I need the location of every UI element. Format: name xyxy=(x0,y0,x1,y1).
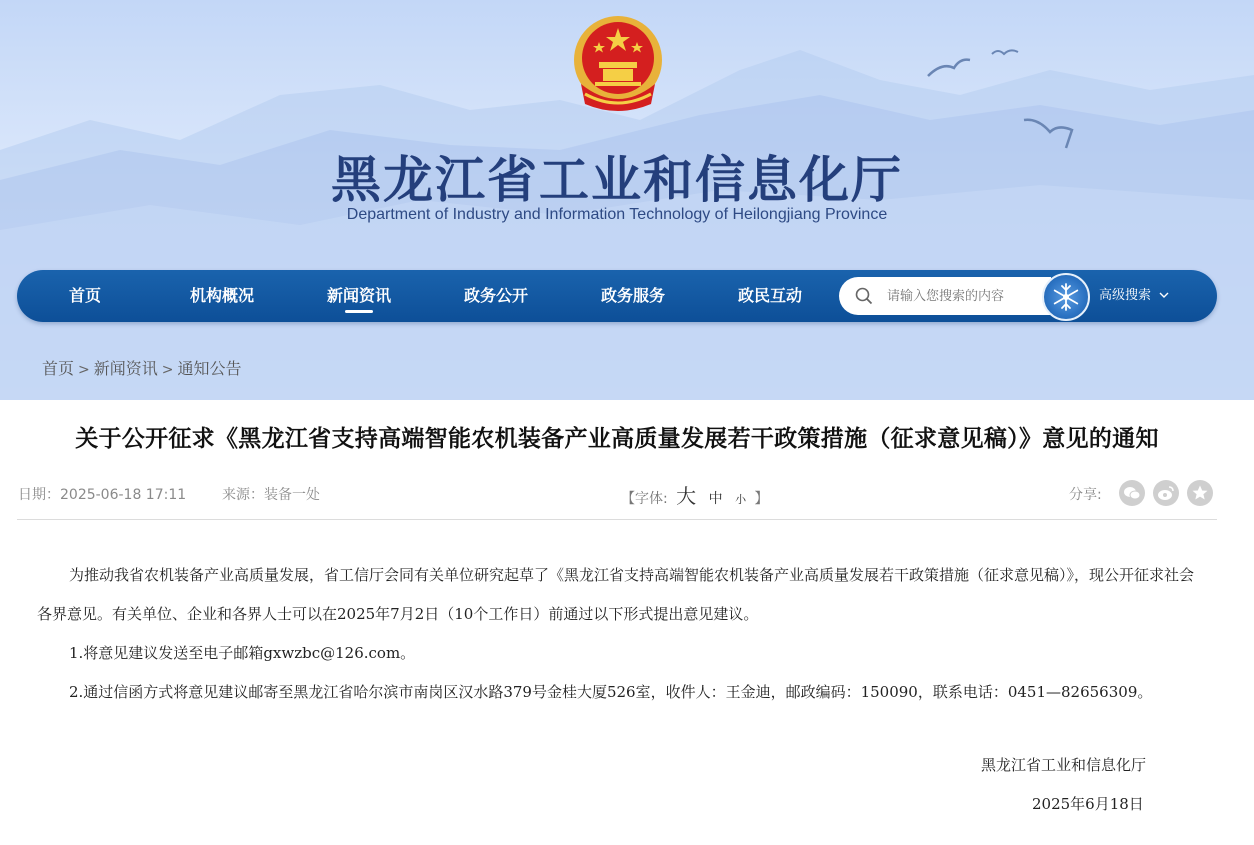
search-icon xyxy=(855,287,873,305)
star-icon xyxy=(1191,484,1209,502)
font-medium-button[interactable]: 中 xyxy=(708,491,723,507)
advanced-search-label: 高级搜索 xyxy=(1099,288,1152,303)
wechat-icon xyxy=(1123,484,1141,502)
main-navigation xyxy=(17,270,1217,322)
signature-date: 2025年6月18日 xyxy=(1032,795,1144,813)
breadcrumb xyxy=(42,356,242,379)
share-wechat-button[interactable] xyxy=(1119,480,1145,506)
search-button[interactable] xyxy=(1042,273,1090,321)
font-label-close: 】 xyxy=(754,491,769,507)
header-banner xyxy=(0,0,1254,400)
nav-item-interaction[interactable]: 政民互动 xyxy=(737,286,802,305)
article-meta-bar xyxy=(17,476,1217,520)
font-label-open: 【字体: xyxy=(621,491,668,507)
chevron-down-icon xyxy=(1159,291,1169,299)
article-source: 来源：装备一处 xyxy=(222,487,320,503)
share-favorite-button[interactable] xyxy=(1187,480,1213,506)
nav-item-home[interactable]: 首页 xyxy=(68,286,101,305)
breadcrumb-notices[interactable]: 通知公告 xyxy=(177,359,242,378)
breadcrumb-home[interactable]: 首页 xyxy=(42,359,75,378)
nav-item-news[interactable]: 新闻资讯 xyxy=(299,270,419,322)
snowflake-icon xyxy=(1044,275,1088,319)
share-weibo-button[interactable] xyxy=(1153,480,1179,506)
font-small-button[interactable]: 小 xyxy=(735,493,747,506)
national-emblem-icon xyxy=(571,14,665,116)
nav-item-government-affairs[interactable]: 政务公开 xyxy=(463,286,528,305)
article-title: 关于公开征求《黑龙江省支持高端智能农机装备产业高质量发展若干政策措施（征求意见稿）》意见的通知 xyxy=(75,426,1159,452)
site-subtitle: Department of Industry and Information Technology of Heilongjiang Province xyxy=(346,206,888,223)
font-large-button[interactable]: 大 xyxy=(676,484,697,508)
breadcrumb-news[interactable]: 新闻资讯 xyxy=(93,359,158,378)
site-title: 黑龙江省工业和信息化厅 xyxy=(331,151,903,209)
weibo-icon xyxy=(1157,484,1175,502)
breadcrumb-separator: > xyxy=(78,362,90,378)
nav-item-services[interactable]: 政务服务 xyxy=(600,286,665,305)
nav-item-organization[interactable]: 机构概况 xyxy=(189,286,254,305)
breadcrumb-separator: > xyxy=(161,362,174,378)
article-date: 日期：2025-06-18 17:11 xyxy=(18,487,187,503)
article-body xyxy=(37,556,1207,712)
signature-organization: 黑龙江省工业和信息化厅 xyxy=(981,756,1147,774)
search-input[interactable] xyxy=(887,286,1047,306)
article-paragraph-email: 1.将意见建议发送至电子邮箱gxwzbc@126.com。 xyxy=(69,644,416,662)
article-paragraph-mail: 2.通过信函方式将意见建议邮寄至黑龙江省哈尔滨市南岗区汉水路379号金桂大厦526室，收件人：王金迪，邮政编码：150090，联系电话：0451—82656309。 xyxy=(69,683,1153,701)
font-size-control xyxy=(621,480,769,509)
share-label: 分享: xyxy=(1069,487,1102,503)
search-box xyxy=(839,277,1051,315)
birds-decoration-icon xyxy=(920,40,1090,160)
article-paragraph: 为推动我省农机装备产业高质量发展，省工信厅会同有关单位研究起草了《黑龙江省支持高端智能农机装备产业高质量发展若干政策措施（征求意见稿）》，现公开征求社会各界意见。有关单位、企业和各界人士可以在2025年7月2日（10个工作日）前通过以下形式提出意见建议。 xyxy=(37,566,1195,623)
advanced-search-button[interactable] xyxy=(1099,270,1169,322)
